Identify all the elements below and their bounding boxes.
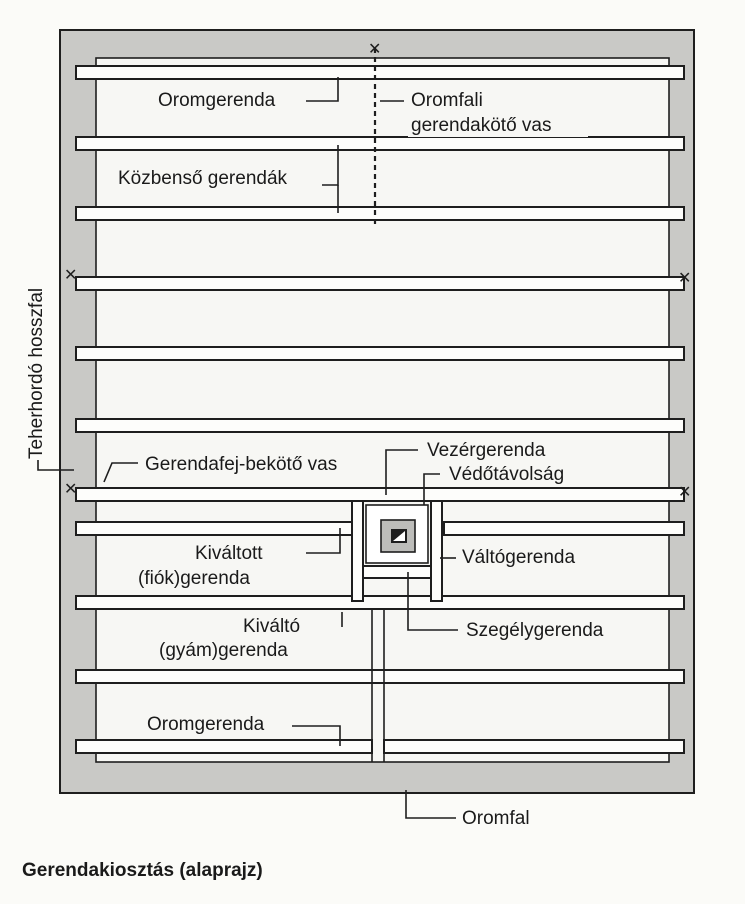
anchor-mark-icon: ✕ [678, 482, 692, 501]
label-fiok-gerenda: (fiók)gerenda [138, 568, 250, 589]
label-kivalto: Kiváltó [243, 616, 301, 637]
beam [76, 207, 684, 220]
label-gerendafej-bekoto-vas: Gerendafej-bekötő vas [145, 454, 338, 475]
label-kivaltott: Kiváltott [195, 543, 263, 564]
beam [76, 137, 684, 150]
header-beam [363, 566, 431, 578]
label-kozbenso-gerendak: Közbenső gerendák [118, 168, 288, 189]
anchor-mark-icon: ✕ [368, 39, 382, 58]
label-oromfali: Oromfali [411, 90, 483, 111]
trimmer-beam-right [431, 501, 442, 601]
trimmer-beam-left [352, 501, 363, 601]
label-gerendakoto-vas: gerendakötő vas [411, 115, 552, 136]
label-gyam-gerenda: (gyám)gerenda [159, 640, 288, 661]
label-oromgerenda-bottom: Oromgerenda [147, 714, 265, 735]
leader-line [406, 790, 456, 818]
beam [76, 670, 684, 683]
label-valtogerenda: Váltógerenda [462, 547, 576, 568]
figure-caption: Gerendakiosztás (alaprajz) [22, 860, 263, 881]
label-oromgerenda-top: Oromgerenda [158, 90, 276, 111]
label-oromfal: Oromfal [462, 808, 530, 829]
beam [76, 66, 684, 79]
beam [76, 277, 684, 290]
anchor-mark-icon: ✕ [64, 265, 78, 284]
beam [76, 347, 684, 360]
beam [76, 522, 354, 535]
label-vezergerenda: Vezérgerenda [427, 440, 546, 461]
anchor-mark-icon: ✕ [678, 268, 692, 287]
beam [444, 522, 684, 535]
label-vedotavolsag: Védőtávolság [449, 464, 565, 485]
beam [76, 596, 684, 609]
beam [76, 488, 684, 501]
label-szegelygerenda: Szegélygerenda [466, 620, 604, 641]
beam [384, 740, 684, 753]
anchor-mark-icon: ✕ [64, 479, 78, 498]
label-teherhordo-hosszfal: Teherhordó hosszfal [26, 287, 47, 459]
beam [76, 419, 684, 432]
beam [76, 740, 372, 753]
